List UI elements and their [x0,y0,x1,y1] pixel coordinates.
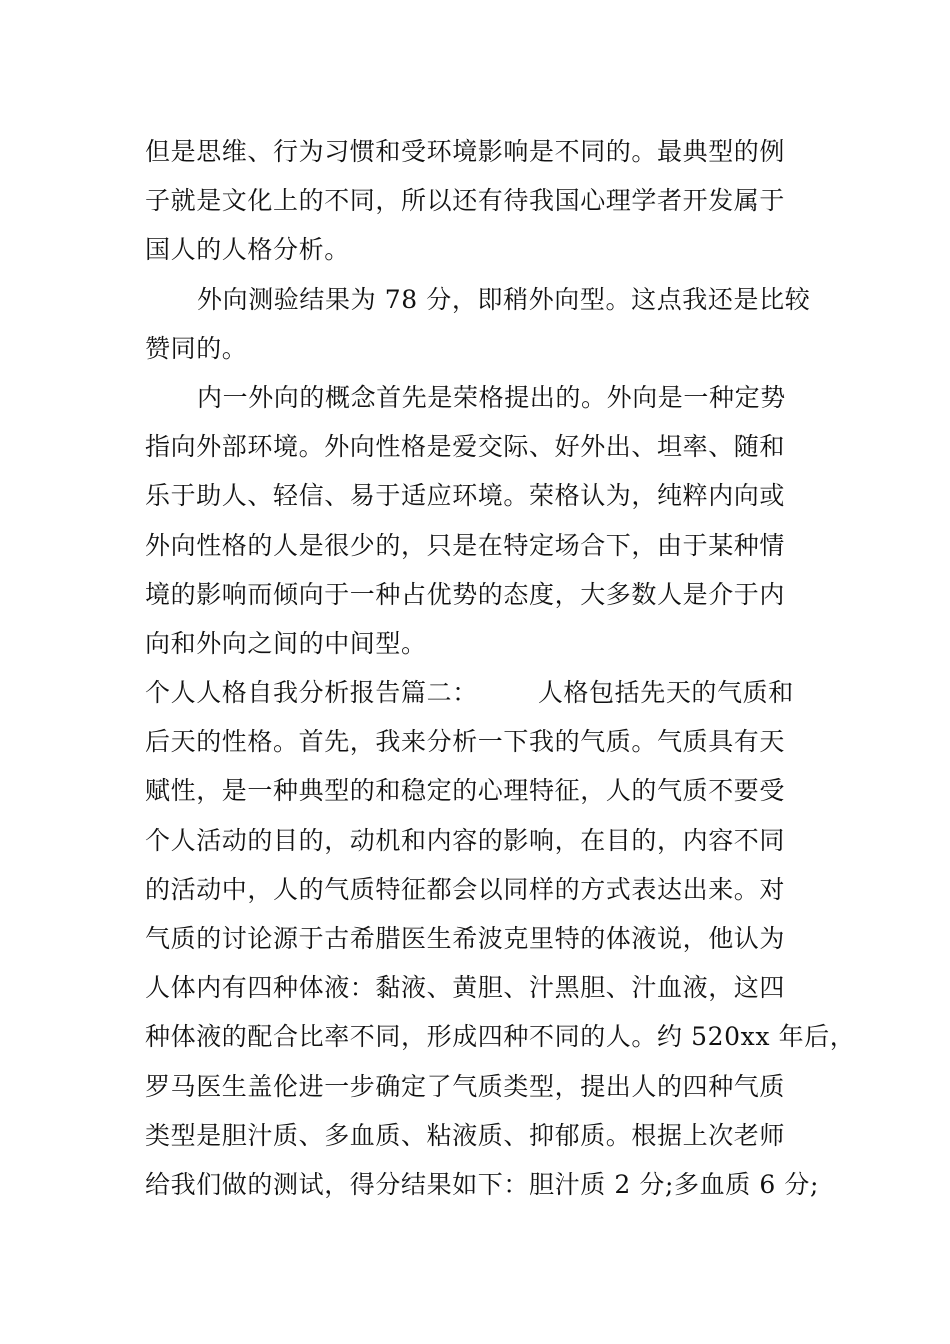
text-line: 赞同的。 [145,333,248,363]
text-line: 向和外向之间的中间型。 [145,628,427,658]
text-line: 外向性格的人是很少的，只是在特定场合下，由于某种情 [145,530,786,560]
text-line: 指向外部环境。外向性格是爱交际、好外出、坦率、随和 [145,432,786,462]
text-line: 外向测验结果为 78 分，即稍外向型。这点我还是比较 [197,284,811,314]
text-line: 种体液的配合比率不同，形成四种不同的人。约 520xx 年后， [145,1022,856,1052]
text-line: 但是思维、行为习惯和受环境影响是不同的。最典型的例 [145,137,786,166]
text-line: 的活动中，人的气质特征都会以同样的方式表达出来。对 [145,874,786,904]
text-line: 乐于助人、轻信、易于适应环境。荣格认为，纯粹内向或 [145,481,786,511]
text-line: 罗马医生盖伦进一步确定了气质类型，提出人的四种气质 [145,1071,786,1101]
text-line: 国人的人格分析。 [145,235,350,265]
section-heading: 个人人格自我分析报告篇二： [145,678,478,708]
text-line: 给我们做的测试，得分结果如下：胆汁质 2 分;多血质 6 分; [145,1169,820,1199]
body-text [145,127,856,1209]
text-line: 子就是文化上的不同，所以还有待我国心理学者开发属于 [145,186,786,216]
text-line: 气质的讨论源于古希腊医生希波克里特的体液说，他认为 [145,924,786,953]
text-line: 赋性，是一种典型的和稳定的心理特征，人的气质不要受 [145,776,786,806]
text-line: 个人活动的目的，动机和内容的影响，在目的，内容不同 [145,825,786,855]
text-line: 境的影响而倾向于一种占优势的态度，大多数人是介于内 [145,579,786,609]
text-line: 后天的性格。首先，我来分析一下我的气质。气质具有天 [145,727,786,757]
text-segment: 人格包括先天的气质和 [537,678,794,708]
section-heading-line [145,668,810,717]
text-line: 人体内有四种体液：黏液、黄胆、汁黑胆、汁血液，这四 [145,973,786,1003]
text-line: 内一外向的概念首先是荣格提出的。外向是一种定势 [197,382,786,412]
text-line: 类型是胆汁质、多血质、粘液质、抑郁质。根据上次老师 [145,1120,786,1150]
